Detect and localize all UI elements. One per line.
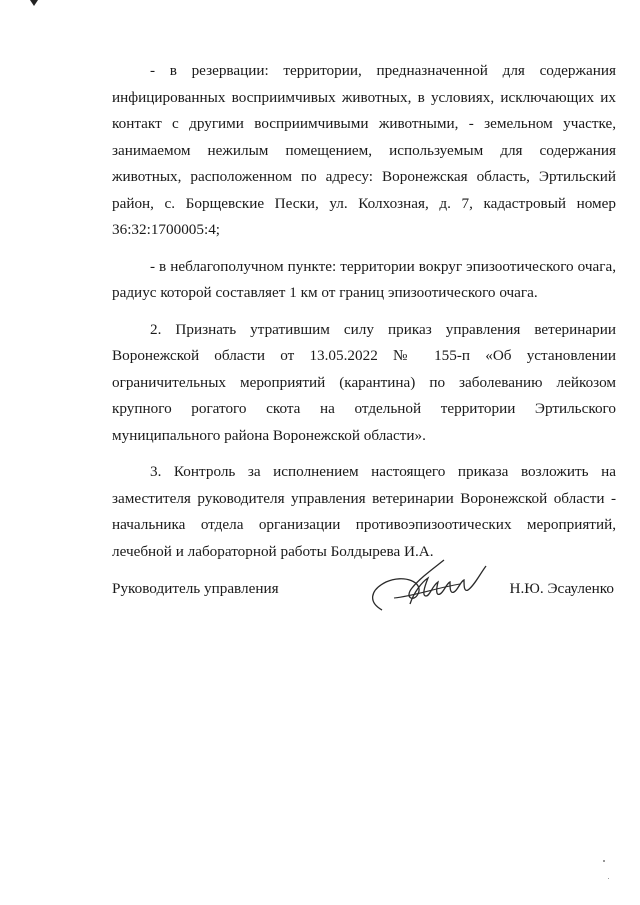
paragraph-item-3: 3. Контроль за исполнением настоящего приказа возложить на заместителя руководителя управления ветеринарии Воронежской области - начальника отдела организации противоэпизоотических мероприятий, лечебной и лабораторной работы Болдырева И.А. [112, 463, 616, 560]
handwritten-signature [364, 552, 496, 622]
signatory-title: Руководитель управления [112, 580, 279, 597]
scan-speck [603, 860, 605, 862]
scan-corner-mark [30, 0, 38, 6]
paragraph-reservation: - в резервации: территории, предназначенной для содержания инфицированных восприимчивых животных, в условиях, исключающих их контакт с другими восприимчивыми животными, - земельном участке, занимаемом нежилым помещением, используемым для содержания животных, расположенном по адресу: Воронежская область, Эртильский район, с. Борщевские Пески, ул. Колхозная, д. 7, кадастровый номер 36:32:1700005:4; [112, 62, 616, 238]
document-body [112, 58, 616, 575]
signatory-name: Н.Ю. Эсауленко [509, 580, 614, 597]
paragraph-item-2: 2. Признать утратившим силу приказ управления ветеринарии Воронежской области от 13.05.2022 № 155-п «Об установлении ограничительных мероприятий (карантина) по заболеванию лейкозом крупного рогатого скота на отдельной территории Эртильского муниципального района Воронежской области». [112, 320, 616, 444]
paragraph-unfavorable-point: - в неблагополучном пункте: территории вокруг эпизоотического очага, радиус которой составляет 1 км от границ эпизоотического очага. [112, 257, 616, 301]
scan-speck [608, 878, 609, 879]
signature-block [112, 574, 616, 634]
